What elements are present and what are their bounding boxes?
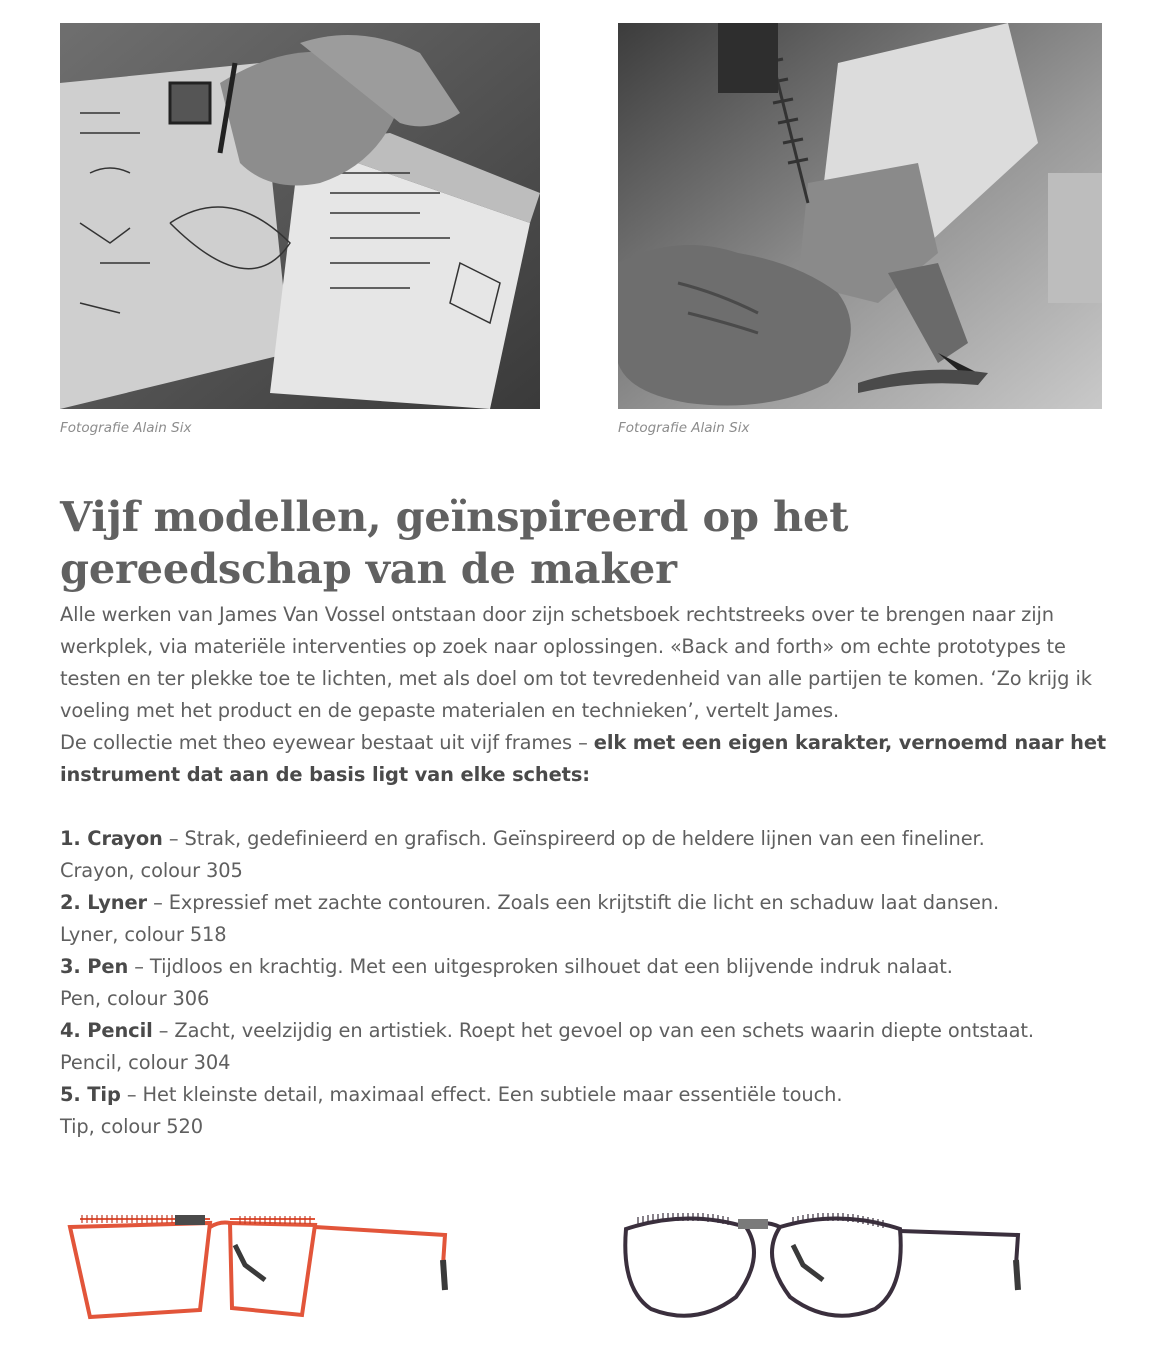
collection-emphasis: elk met een eigen karakter, vernoemd naar het instrument dat aan de basis ligt van elke schets:	[60, 731, 1107, 786]
glue-tool-photo	[618, 23, 1102, 409]
model-colour: Crayon, colour 305	[60, 859, 243, 882]
model-name: 1. Crayon	[60, 827, 163, 850]
model-colour: Lyner, colour 518	[60, 923, 227, 946]
sketching-photo	[60, 23, 540, 409]
model-colour: Pencil, colour 304	[60, 1051, 231, 1074]
list-item	[60, 951, 1120, 983]
model-colour: Tip, colour 520	[60, 1115, 203, 1138]
photo-caption: Fotografie Alain Six	[618, 420, 750, 436]
list-item	[60, 887, 1120, 919]
model-list	[60, 823, 1120, 1143]
dark-glasses-image	[618, 1205, 1038, 1335]
model-name: 4. Pencil	[60, 1019, 153, 1042]
model-name: 2. Lyner	[60, 891, 148, 914]
model-colour: Pen, colour 306	[60, 987, 210, 1010]
model-description: – Tijdloos en krachtig. Met een uitgesproken silhouet dat een blijvende indruk nalaat.	[134, 955, 953, 978]
article-title: Vijf modellen, geïnspireerd op het gereedschap van de maker	[60, 492, 849, 593]
list-item	[60, 1015, 1120, 1047]
collection-lead: De collectie met theo eyewear bestaat uit vijf frames –	[60, 731, 594, 754]
model-description: – Zacht, veelzijdig en artistiek. Roept het gevoel op van een schets waarin diepte ontstaat.	[158, 1019, 1034, 1042]
article-intro	[60, 599, 1110, 791]
model-name: 5. Tip	[60, 1083, 121, 1106]
orange-glasses-image	[60, 1205, 460, 1335]
collection-paragraph	[60, 727, 1110, 791]
model-description: – Expressief met zachte contouren. Zoals een krijtstift die licht en schaduw laat dansen.	[153, 891, 1000, 914]
intro-paragraph: Alle werken van James Van Vossel ontstaan door zijn schetsboek rechtstreeks over te brengen naar zijn werkplek, via materiële interventies op zoek naar oplossingen. «Back and forth» om echte prototypes te testen en ter plekke toe te lichten, met als doel om tot tevredenheid van alle partijen te komen. ‘Zo krijg ik voeling met het product en de gepaste materialen en technieken’, vertelt James.	[60, 603, 1092, 722]
model-name: 3. Pen	[60, 955, 129, 978]
photo-caption: Fotografie Alain Six	[60, 420, 192, 436]
model-description: – Het kleinste detail, maximaal effect. Een subtiele maar essentiële touch.	[126, 1083, 843, 1106]
list-item	[60, 1079, 1120, 1111]
model-description: – Strak, gedefinieerd en grafisch. Geïnspireerd op de heldere lijnen van een fineliner.	[168, 827, 985, 850]
list-item	[60, 823, 1120, 855]
